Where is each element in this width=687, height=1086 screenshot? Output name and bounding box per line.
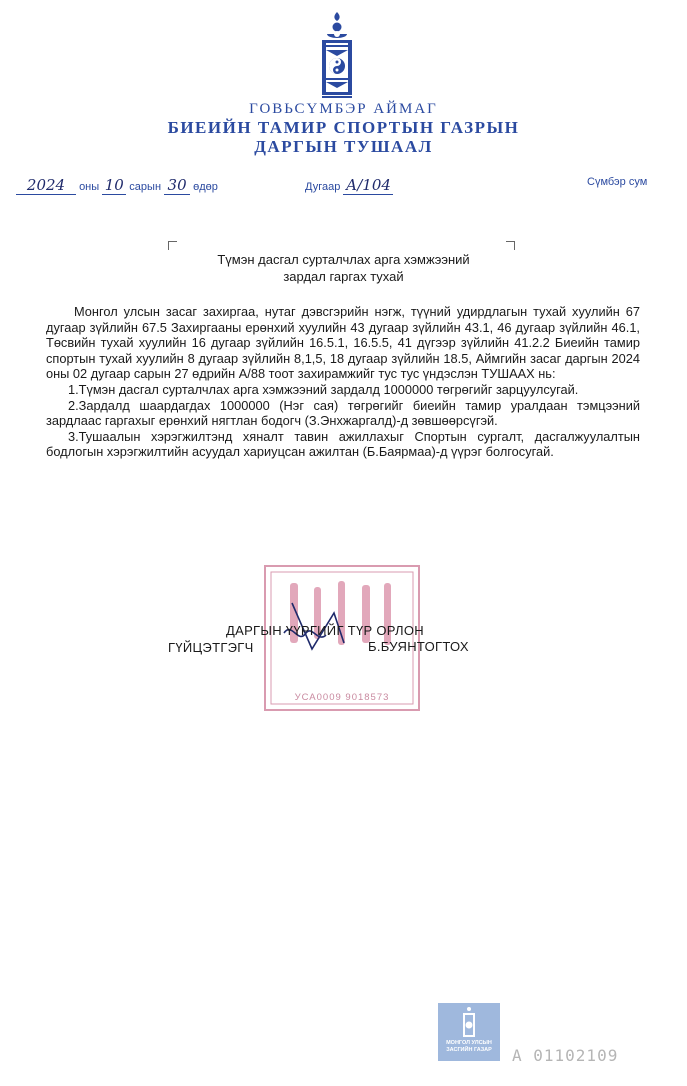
date-line	[16, 176, 218, 195]
number-value: А/104	[343, 176, 393, 195]
title-corner-tr	[506, 241, 515, 250]
document-type: ДАРГЫН ТУШААЛ	[254, 137, 433, 156]
document-number	[305, 176, 393, 195]
order-item-2: 2.Зардалд шаардагдах 1000000 (Нэг сая) төгрөгийг биеийн тамир уралдаан тэмцээний зардлаас гаргахыг ерөнхий нягтлан бодогч (З.Энхжаргалд)-д зөвшөөрсүгэй.	[46, 397, 640, 429]
document-body	[46, 304, 640, 460]
date-year-suffix: оны	[79, 181, 100, 193]
badge-line2: ЗАСГИЙН ГАЗАР	[446, 1047, 492, 1053]
order-item-1: 1.Түмэн дасгал сурталчлах арга хэмжээний зардалд 1000000 төгрөгийг зарцуулсугай.	[68, 381, 579, 397]
signatory-title-line1: ДАРГЫН ҮҮРГИЙГ ТҮР ОРЛОН	[226, 623, 424, 638]
document-place: Сүмбэр сум	[587, 176, 648, 188]
soyombo-emblem-icon	[316, 10, 358, 100]
serial-number: А 01102109	[512, 1046, 619, 1065]
org-name	[0, 118, 687, 156]
badge-line1: МОНГОЛ УЛСЫН	[446, 1040, 492, 1046]
stamp-code: УСА0009 9018573	[294, 692, 390, 703]
date-day-suffix: өдөр	[193, 181, 218, 193]
preamble-paragraph: Монгол улсын засаг захиргаа, нутаг дэвсгэрийн нэгж, түүний удирдлагын тухай хуулийн 67 дугаар зүйлийн 67.5 Захиргааны ерөнхий хуулийн 43 дугаар зүйлийн 43.1, 46 дугаар зүйлийн 46.1, Төсвийн тухай хуулийн 16 дугаар зүйлийн 16.5.1, 16.5.5, 41 дүгээр зүйлийн 41.2.2 Биеийн тамир спортын тухай хуулийн 8 дугаар зүйлийн 8,1,5, 18 дугаар зүйлийн 18.5, Аймгийн засаг даргын 2024 оны 02 дугаар сарын 27 өдрийн А/88 тоот захирамжийг тус тус үндэслэн ТУШААХ нь:	[46, 304, 640, 382]
signatory-title-line2: ГҮЙЦЭТГЭГЧ	[168, 640, 254, 655]
title-corner-tl	[168, 241, 177, 250]
document-title	[0, 251, 687, 285]
org-name-line1: БИЕИЙН ТАМИР СПОРТЫН ГАЗРЫН	[167, 118, 520, 137]
badge-text	[438, 1040, 500, 1054]
title-line1: Түмэн дасгал сурталчлах арга хэмжээний	[217, 252, 470, 267]
title-line2: зардал гаргах тухай	[283, 269, 404, 284]
date-month: 10	[102, 176, 126, 195]
date-day: 30	[164, 176, 190, 195]
badge-emblem-icon	[461, 1006, 477, 1038]
date-month-suffix: сарын	[129, 181, 162, 193]
number-label: Дугаар	[305, 181, 341, 193]
org-region: ГОВЬСҮМБЭР АЙМАГ	[249, 101, 438, 117]
signatory-name: Б.БУЯНТОГТОХ	[368, 639, 469, 654]
date-year: 2024	[16, 176, 76, 195]
order-item-3: 3.Тушаалын хэрэгжилтэнд хяналт тавин ажиллахыг Спортын сургалт, дасгалжуулалтын бодлогын хэрэгжилтийн асуудал хариуцсан ажилтан (Б.Баярмаа)-д үүрэг болгосугай.	[46, 428, 640, 460]
